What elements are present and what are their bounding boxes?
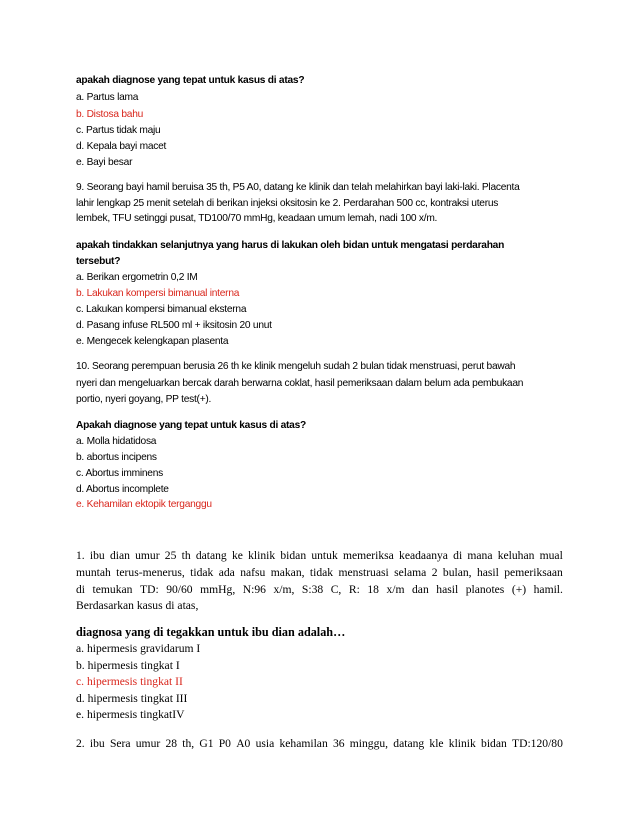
word: keadaanya — [399, 549, 448, 562]
option-b: b. hipermesis tingkat I — [76, 659, 180, 672]
word: P0 — [218, 737, 231, 750]
option-c: c. Lakukan kompersi bimanual eksterna — [76, 304, 247, 315]
case-line: nyeri dan mengeluarkan bercak darah berwarna coklat, hasil pemeriksaan dalam belum ada pembukaan — [76, 378, 524, 389]
word: bulan, — [442, 566, 472, 579]
word: planotes — [465, 583, 505, 596]
word: mana — [467, 549, 493, 562]
word: hamil. — [533, 583, 563, 596]
word: pemeriksaan — [504, 566, 563, 579]
word: G1 — [199, 737, 214, 750]
word: hasil — [436, 583, 459, 596]
word: R: — [348, 583, 360, 596]
word: keluhan — [497, 549, 535, 562]
word: 18 — [367, 583, 379, 596]
option-b-correct: b. Lakukan kompersi bimanual interna — [76, 288, 240, 299]
word: S:38 — [301, 583, 324, 596]
word: kehamilan — [279, 737, 328, 750]
word: terus-menerus, — [116, 566, 185, 579]
case-line-justified — [76, 737, 563, 751]
word: 90/60 — [166, 583, 193, 596]
word: umur — [135, 549, 160, 562]
word: tidak — [190, 566, 214, 579]
option-d: d. hipermesis tingkat III — [76, 692, 188, 705]
word: 1. — [76, 549, 85, 562]
question-text: diagnosa yang di tegakkan untuk ibu dian adalah… — [76, 625, 346, 639]
word: Sera — [109, 737, 131, 750]
case-line-justified — [76, 566, 563, 580]
case-line: lembek, TFU setinggi pusat, TD100/70 mmHg, keadaan umum lemah, nadi 100 x/m. — [76, 213, 438, 224]
question-text: apakah diagnose yang tepat untuk kasus di atas? — [76, 75, 305, 86]
word: x/m — [386, 583, 405, 596]
word: bidan — [481, 737, 507, 750]
word: 25 — [164, 549, 177, 562]
option-c: c. Abortus imminens — [76, 468, 163, 479]
word: muntah — [76, 566, 111, 579]
word: nafsu — [240, 566, 266, 579]
question-text: apakah tindakkan selanjutnya yang harus di lakukan oleh bidan untuk mengatasi perdarahan — [76, 240, 505, 251]
option-d: d. Abortus incomplete — [76, 484, 169, 495]
word: dian — [109, 549, 130, 562]
word: bidan — [280, 549, 307, 562]
word: di — [453, 549, 463, 562]
option-e: e. Bayi besar — [76, 157, 133, 168]
word: dan — [412, 583, 429, 596]
case-line: 9. Seorang bayi hamil beruisa 35 th, P5 A0, datang ke klinik dan telah melahirkan bayi laki-laki. Placenta — [76, 182, 520, 193]
word: kle — [429, 737, 444, 750]
word: hasil — [476, 566, 499, 579]
word: A0 — [236, 737, 251, 750]
option-b: b. abortus incipens — [76, 452, 157, 463]
option-e-correct: e. Kehamilan ektopik terganggu — [76, 499, 212, 510]
option-e: e. hipermesis tingkatIV — [76, 708, 185, 721]
word: TD:120/80 — [512, 737, 563, 750]
word: th — [181, 549, 191, 562]
word: tidak — [309, 566, 334, 579]
question-text: Apakah diagnose yang tepat untuk kasus di atas? — [76, 420, 306, 431]
word: umur — [135, 737, 161, 750]
option-a: a. hipermesis gravidarum I — [76, 642, 201, 655]
word: mual — [539, 549, 563, 562]
word: 28 — [165, 737, 178, 750]
word: N:96 — [242, 583, 266, 596]
case-line: 10. Seorang perempuan berusia 26 th ke klinik mengeluh sudah 2 bulan tidak menstruasi, perut bawah — [76, 361, 516, 372]
word: klinik — [448, 737, 476, 750]
case-line: Berdasarkan kasus di atas, — [76, 599, 199, 612]
option-a: a. Molla hidatidosa — [76, 436, 157, 447]
case-line-justified — [76, 583, 563, 597]
option-d: d. Pasang infuse RL500 ml + iksitosin 20 unut — [76, 320, 272, 331]
option-a: a. Berikan ergometrin 0,2 IM — [76, 272, 198, 283]
case-line: portio, nyeri goyang, PP test(+). — [76, 394, 212, 405]
word: 36 — [332, 737, 345, 750]
word: th, — [182, 737, 195, 750]
word: usia — [255, 737, 275, 750]
option-d: d. Kepala bayi macet — [76, 141, 167, 152]
word: memeriksa — [342, 549, 394, 562]
option-c: c. Partus tidak maju — [76, 125, 161, 136]
option-c-correct: c. hipermesis tingkat II — [76, 675, 183, 688]
word: untuk — [311, 549, 338, 562]
option-a: a. Partus lama — [76, 92, 139, 103]
word: klinik — [248, 549, 276, 562]
case-line-justified — [76, 549, 563, 563]
word: TD: — [139, 583, 159, 596]
word: selama — [394, 566, 427, 579]
word: ibu — [89, 549, 105, 562]
word: ada — [218, 566, 235, 579]
word: di — [76, 583, 86, 596]
word: ibu — [89, 737, 105, 750]
word: ke — [231, 549, 243, 562]
word: (+) — [511, 583, 527, 596]
word: x/m, — [273, 583, 295, 596]
word: C, — [330, 583, 342, 596]
word: temukan — [92, 583, 133, 596]
question-text: tersebut? — [76, 256, 121, 267]
case-line: lahir lengkap 25 menit setelah di berikan injeksi oksitosin ke 2. Perdarahan 500 cc, kontraksi uterus — [76, 198, 499, 209]
word: 2. — [76, 737, 85, 750]
word: datang — [195, 549, 227, 562]
word: menstruasi — [338, 566, 389, 579]
word: makan, — [270, 566, 305, 579]
word: 2 — [431, 566, 438, 579]
word: mmHg, — [200, 583, 236, 596]
word: minggu, — [349, 737, 389, 750]
word: datang — [393, 737, 425, 750]
option-b-correct: b. Distosa bahu — [76, 109, 144, 120]
option-e: e. Mengecek kelengkapan plasenta — [76, 336, 229, 347]
